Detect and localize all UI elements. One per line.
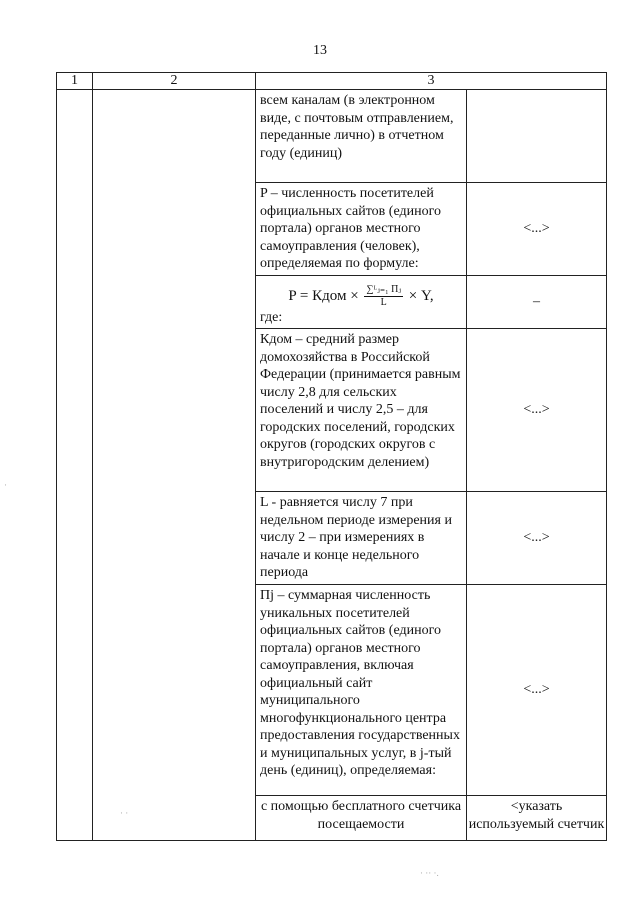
formula-rhs: × Y, <box>408 287 434 304</box>
header-col-2: 2 <box>93 73 256 90</box>
col-1-cell <box>57 90 93 841</box>
col-2-cell <box>93 90 256 841</box>
row-value: – <box>467 275 607 329</box>
formula-cell <box>256 275 467 329</box>
formula-fraction <box>364 284 403 309</box>
row-value <box>467 90 607 183</box>
formula-where: где: <box>260 309 283 325</box>
row-value: <...> <box>467 329 607 492</box>
header-col-3: 3 <box>256 73 607 90</box>
table-header-row <box>57 73 607 90</box>
row-text: P – численность посетителей официальных сайтов (единого портала) органов местного самоуправления (человек), определяемая по формуле: <box>256 183 467 276</box>
row-text: с помощью бесплатного счетчика посещаемости <box>256 796 467 841</box>
formula-lhs: P = Кдом × <box>288 287 359 304</box>
row-value: <указать используемый счетчик <box>467 796 607 841</box>
formula <box>260 278 462 309</box>
row-text: Пj – суммарная численность уникальных посетителей официальных сайтов (единого портала) органов местного самоуправления, включая официальный сайт муниципального многофункционального центра предоставления государственных и муниципальных услуг, в j-тый день (единиц), определяемая: <box>256 585 467 796</box>
table-row <box>57 90 607 183</box>
page-number: 13 <box>313 43 327 58</box>
scan-speck: · · <box>120 808 129 818</box>
formula-numerator: ∑ᴸⱼ₌₁ Пⱼ <box>366 283 402 295</box>
row-text: всем каналам (в электронном виде, с почтовым отправлением, переданные лично) в отчетном году (единиц) <box>256 90 467 183</box>
row-text: Кдом – средний размер домохозяйства в Российской Федерации (принимается равным числу 2,8 для сельских поселений и числу 2,5 – для городских поселений, городских округов (городских округов с внутригородским делением) <box>256 329 467 492</box>
formula-denominator: L <box>380 296 387 308</box>
scan-speck: · <box>4 480 7 490</box>
row-value: <...> <box>467 585 607 796</box>
row-value: <...> <box>467 492 607 585</box>
indicator-table <box>56 72 607 841</box>
row-value: <...> <box>467 183 607 276</box>
scan-speck: · ·· ·. <box>420 868 439 878</box>
row-text: L - равняется числу 7 при недельном периоде измерения и числу 2 – при измерениях в начале и конце недельного периода <box>256 492 467 585</box>
header-col-1: 1 <box>57 73 93 90</box>
